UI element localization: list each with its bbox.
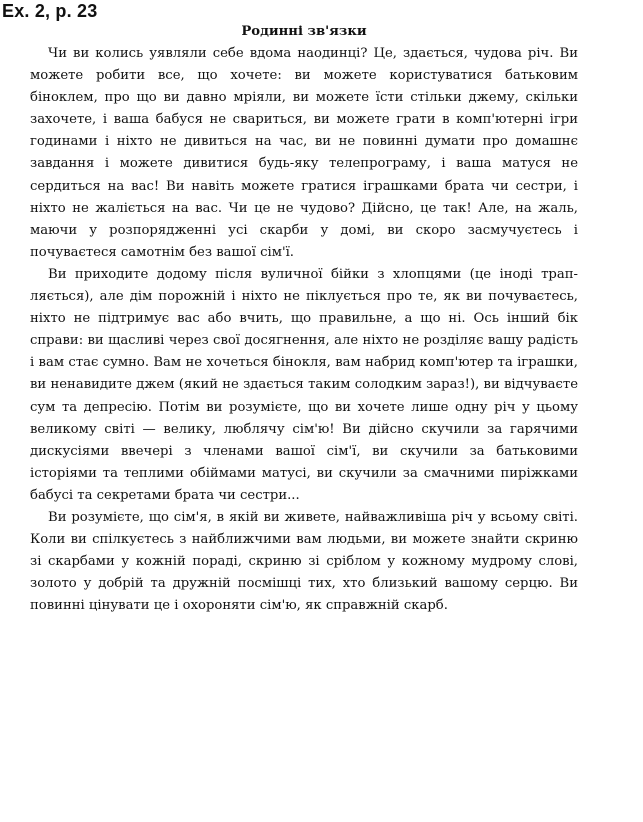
document-title: Родинні зв'язки bbox=[241, 24, 367, 39]
paragraph: Чи ви колись уявляли себе вдома наодинці? Це, здається, чудова річ. Ви можете робити все, що хочете: ви можете користуватися батьковим біноклем, про що ви давно мріяли, ви можете їсти стільки джему, скільки захочете, і ваша бабуся не свариться, ви можете грати в комп'ютерні ігри годинами і ніхто не дивиться на час, ви не повинні думати про домашнє завдання і можете дивитися будь-яку телепрограму, і ваша матуся не сердиться на вас! Ви навіть можете гратися іграшками брата чи сестри, і ніхто не жаліється на вас. Чи це не чудово? Дійсно, це так! Але, на жаль, маючи у розпорядженні усі скарби у домі, ви скоро засмучуєтесь і почуваєтеся самотнім без вашої сім'ї. bbox=[30, 46, 578, 260]
document-body bbox=[30, 21, 578, 617]
paragraph: Ви приходите додому після вуличної бійки з хлопцями (це іноді трапляється), але дім порожній і ніхто не піклується про те, як ви почуваєтесь, ніхто не підтримує вас або вчить, що правильне, а що ні. Ось інший бік справи: ви щасливі через свої досягнення, але ніхто не розділяє вашу радість і вам стає сумно. Вам не хочеться бінокля, вам набрид комп'ютер та іграшки, ви ненавидите джем (який не здається таким солодким зараз!), ви відчуваєте сум та депресію. Потім ви розумієте, що ви хочете лише одну річ у цьому великому світі — велику, люблячу сім'ю! Ви дійсно скучили за гарячими дискусіями ввечері з членами вашої сім'ї, ви скучили за батьковими історіями та теплими обіймами матусі, ви скучили за смачними пиріжками бабусі та секретами брата чи сестри... bbox=[30, 266, 578, 503]
exercise-label: Ex. 2, p. 23 bbox=[2, 1, 98, 21]
paragraph: Ви розумієте, що сім'я, в якій ви живете, найважливіша річ у всьому світі. Коли ви спілкуєтесь з найближчими вам людьми, ви можете знайти скриню зі скарбами у кожній пораді, скриню зі сріблом у кожному мудрому слові, золото у добрій та дружній посмішці тих, хто близький вашому серцю. Ви повинні цінувати це і охороняти сім'ю, як справжній скарб. bbox=[30, 509, 578, 614]
